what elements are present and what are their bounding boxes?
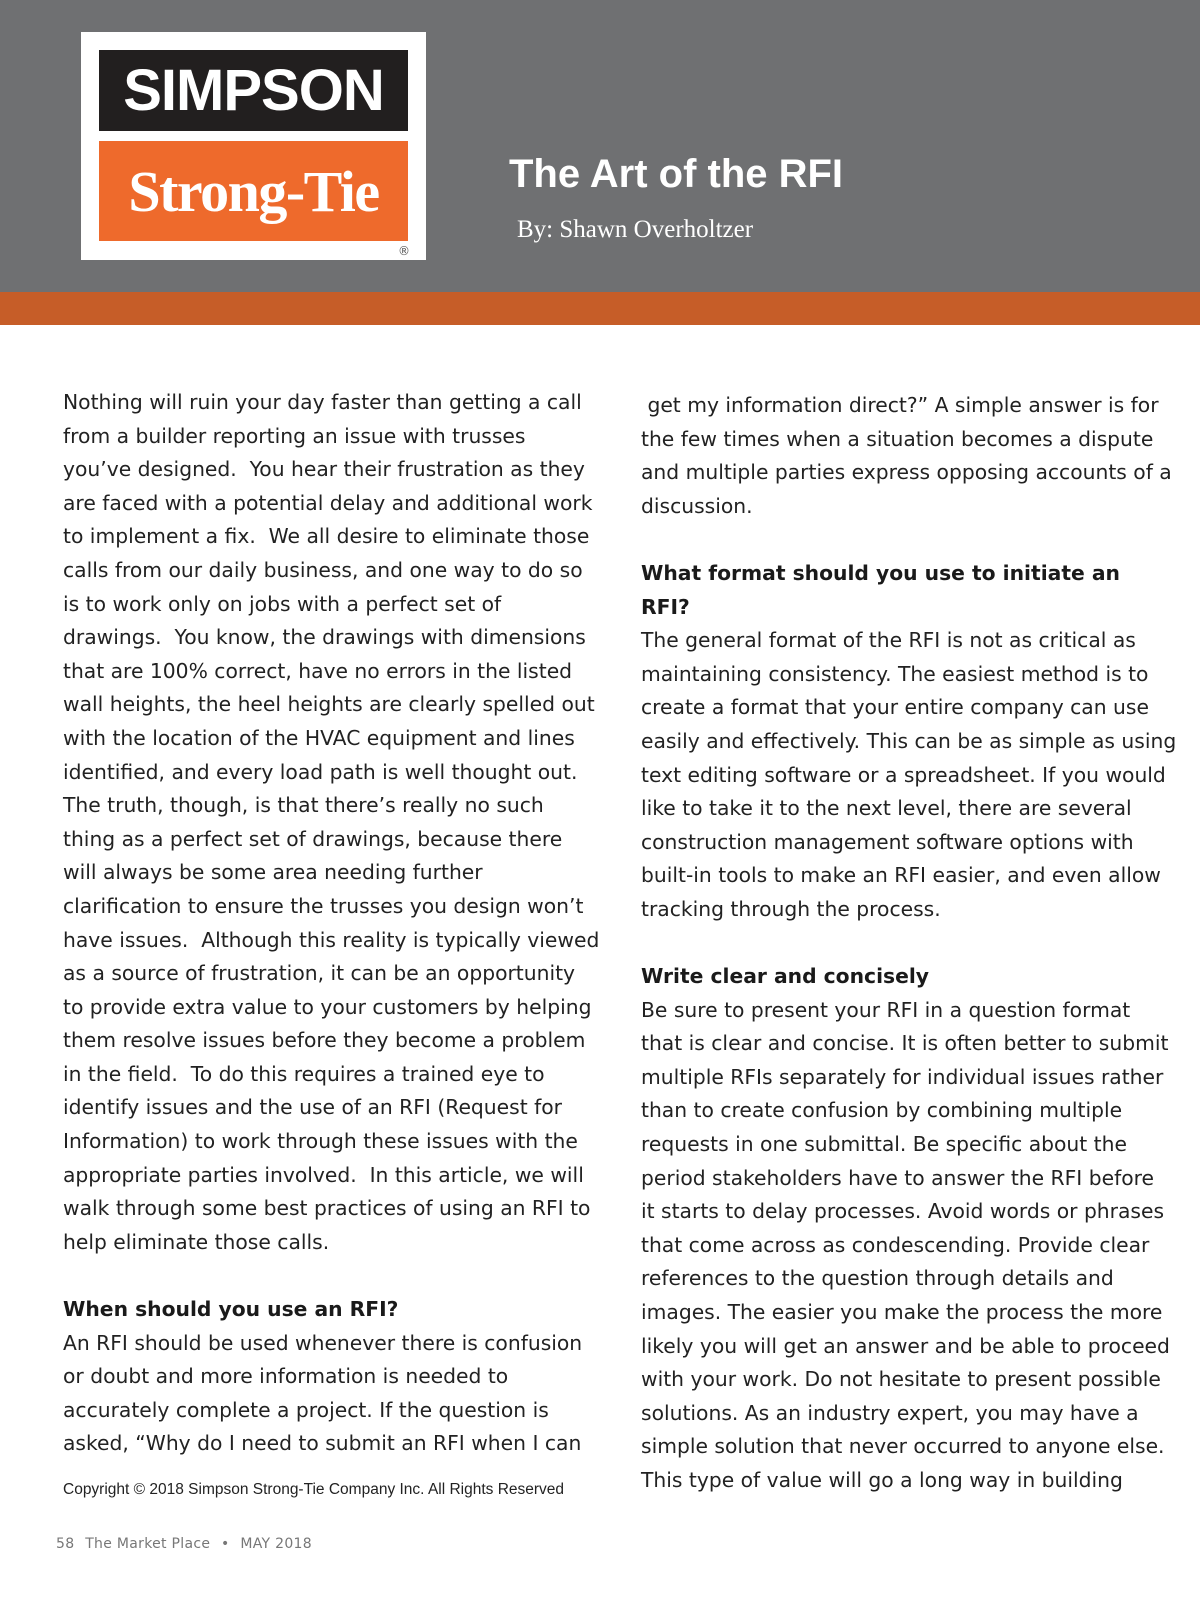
text-line: period stakeholders have to answer the RFI before xyxy=(641,1165,1155,1190)
text-line: text editing software or a spreadsheet. If you would xyxy=(641,762,1166,787)
format-paragraph xyxy=(641,624,1177,926)
text-line: calls from our daily business, and one way to do so xyxy=(63,557,583,582)
text-line: thing as a perfect set of drawings, because there xyxy=(63,826,563,851)
copyright-notice: Copyright © 2018 Simpson Strong-Tie Company Inc. All Rights Reserved xyxy=(63,1481,565,1498)
text-line: are faced with a potential delay and additional work xyxy=(63,490,593,515)
logo-top-block xyxy=(99,50,408,131)
text-line: as a source of frustration, it can be an opportunity xyxy=(63,961,576,986)
text-line: like to take it to the next level, there are several xyxy=(641,796,1132,821)
article-byline: By: Shawn Overholtzer xyxy=(517,216,754,243)
logo-top-text: SIMPSON xyxy=(123,58,384,123)
footer-separator: • xyxy=(221,1536,230,1552)
paragraph-gap xyxy=(641,523,1161,557)
text-line: that is clear and concise. It is often better to submit xyxy=(641,1031,1169,1056)
text-line: with your work. Do not hesitate to present possible xyxy=(641,1367,1161,1392)
text-line: discussion. xyxy=(641,493,753,518)
text-line: it starts to delay processes. Avoid words or phrases xyxy=(641,1199,1165,1224)
section-heading-write: Write clear and concisely xyxy=(641,964,930,989)
issue-date: MAY 2018 xyxy=(240,1536,312,1552)
logo-bottom-text: Strong-Tie xyxy=(128,158,379,224)
text-line: identify issues and the use of an RFI (Request for xyxy=(63,1095,562,1120)
text-line: An RFI should be used whenever there is confusion xyxy=(63,1330,583,1355)
publication-name: The Market Place xyxy=(85,1536,211,1552)
text-line: accurately complete a project. If the question is xyxy=(63,1397,549,1422)
text-line: drawings. You know, the drawings with dimensions xyxy=(63,625,586,650)
text-line: Be sure to present your RFI in a question format xyxy=(641,997,1131,1022)
text-line: will always be some area needing further xyxy=(63,860,483,885)
text-line: solutions. As an industry expert, you may have a xyxy=(641,1400,1139,1425)
text-line: simple solution that never occurred to anyone else. xyxy=(641,1434,1165,1459)
text-line: easily and effectively. This can be as simple as using xyxy=(641,728,1177,753)
paragraph-gap xyxy=(63,1259,573,1293)
text-line: appropriate parties involved. In this article, we will xyxy=(63,1162,584,1187)
accent-stripe xyxy=(0,292,1200,325)
text-line: The general format of the RFI is not as critical as xyxy=(641,628,1136,653)
text-line: maintaining consistency. The easiest method is to xyxy=(641,661,1149,686)
text-line: built-in tools to make an RFI easier, and even allow xyxy=(641,863,1161,888)
text-line: to provide extra value to your customers by helping xyxy=(63,994,592,1019)
text-line: multiple RFIs separately for individual issues rather xyxy=(641,1064,1164,1089)
text-line: and multiple parties express opposing accounts of a xyxy=(641,460,1172,485)
article-title: The Art of the RFI xyxy=(509,152,844,196)
text-line: construction management software options with xyxy=(641,829,1134,854)
text-line: references to the question through details and xyxy=(641,1266,1114,1291)
text-line: from a builder reporting an issue with trusses xyxy=(63,423,526,448)
write-paragraph xyxy=(641,994,1170,1498)
text-line: help eliminate those calls. xyxy=(63,1229,330,1254)
text-line: is to work only on jobs with a perfect set of xyxy=(63,591,502,616)
section-heading-when: When should you use an RFI? xyxy=(63,1297,399,1322)
text-line: This type of value will go a long way in building xyxy=(641,1468,1123,1492)
text-line: or doubt and more information is needed to xyxy=(63,1364,509,1389)
text-line: clarification to ensure the trusses you design won’t xyxy=(63,893,584,918)
logo-bottom-block xyxy=(99,141,408,241)
left-column xyxy=(63,386,600,1461)
text-line: the few times when a situation becomes a dispute xyxy=(641,426,1154,451)
text-line: have issues. Although this reality is typically viewed xyxy=(63,927,600,952)
text-line: identified, and every load path is well thought out. xyxy=(63,759,578,784)
text-line: than to create confusion by combining multiple xyxy=(641,1098,1123,1123)
right-column xyxy=(641,389,1177,1498)
registered-mark: ® xyxy=(398,244,410,258)
text-line: Information) to work through these issues with the xyxy=(63,1129,578,1154)
text-line: likely you will get an answer and be able to proceed xyxy=(641,1333,1170,1358)
text-line: create a format that your entire company can use xyxy=(641,695,1149,720)
text-line: asked, “Why do I need to submit an RFI when I can xyxy=(63,1431,582,1456)
text-line: with the location of the HVAC equipment and lines xyxy=(63,725,575,750)
text-line: get my information direct?” A simple answer is for xyxy=(641,393,1159,417)
text-line: to implement a fix. We all desire to eliminate those xyxy=(63,524,590,549)
when-paragraph xyxy=(63,1327,583,1461)
text-line: wall heights, the heel heights are clearly spelled out xyxy=(63,692,595,717)
page-footer xyxy=(56,1536,318,1552)
section-heading-format: What format should you use to initiate an RFI? xyxy=(641,560,1120,619)
text-line: that come across as condescending. Provide clear xyxy=(641,1232,1150,1257)
text-line: in the field. To do this requires a trained eye to xyxy=(63,1061,545,1086)
text-line: walk through some best practices of using an RFI to xyxy=(63,1196,591,1221)
intro-paragraph xyxy=(63,386,600,1259)
text-line: them resolve issues before they become a problem xyxy=(63,1028,586,1053)
text-line: that are 100% correct, have no errors in the listed xyxy=(63,658,573,683)
text-line: you’ve designed. You hear their frustration as they xyxy=(63,457,585,482)
text-line: tracking through the process. xyxy=(641,896,941,921)
text-line: images. The easier you make the process the more xyxy=(641,1300,1163,1325)
paragraph-gap xyxy=(641,927,1161,961)
page-number: 58 xyxy=(56,1536,75,1552)
text-line: requests in one submittal. Be specific about the xyxy=(641,1132,1127,1157)
text-line: The truth, though, is that there’s really no such xyxy=(63,793,544,818)
text-line: Nothing will ruin your day faster than getting a call xyxy=(63,390,582,414)
company-logo xyxy=(81,32,426,260)
continued-paragraph xyxy=(641,389,1172,523)
